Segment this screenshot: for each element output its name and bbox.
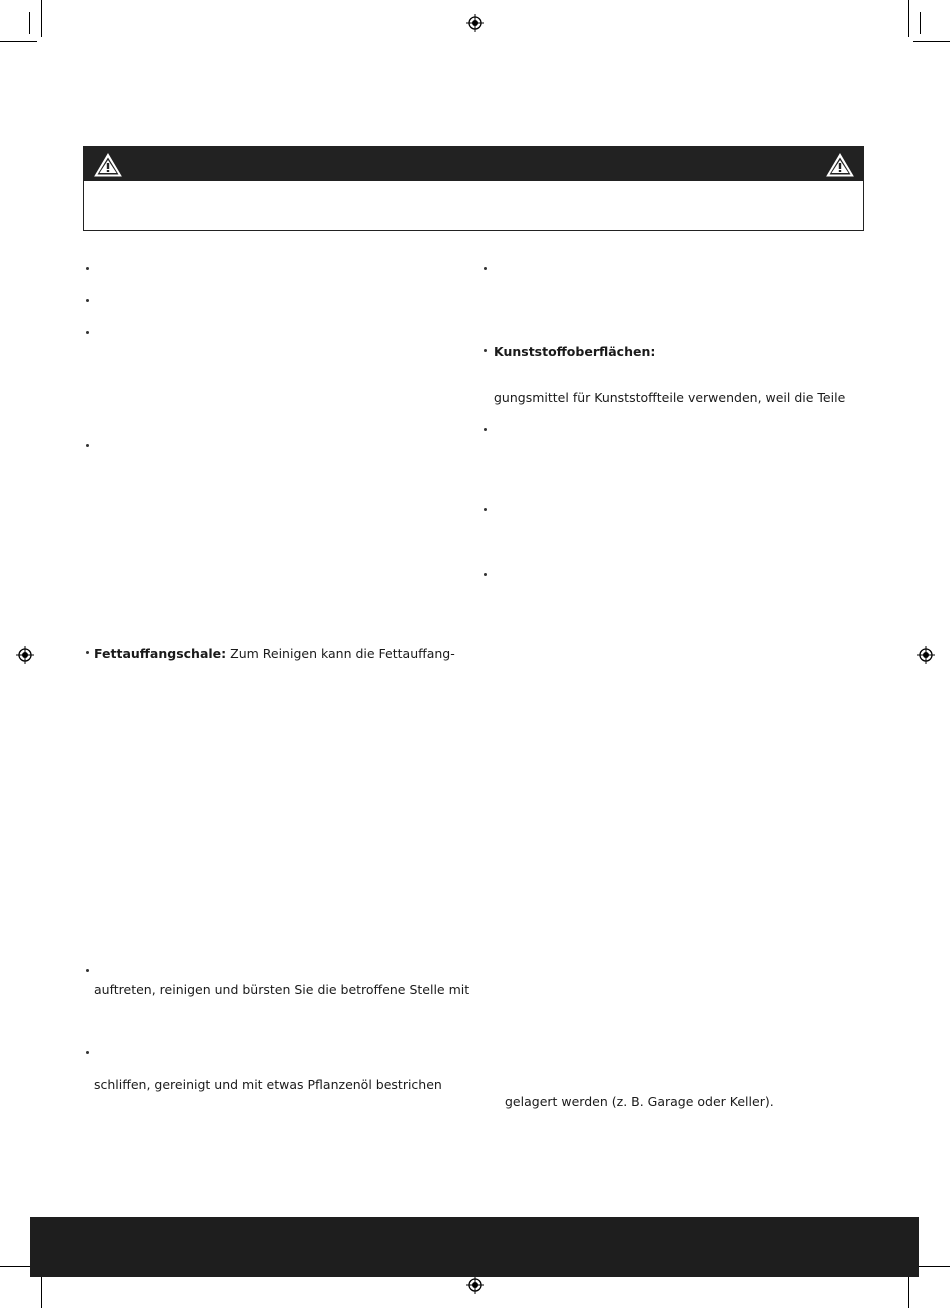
warning-triangle-icon	[93, 152, 123, 178]
registration-mark-icon	[917, 646, 935, 664]
registration-mark-icon	[466, 14, 484, 32]
footer-bar	[30, 1217, 919, 1277]
crop-mark	[41, 0, 42, 37]
warning-triangle-icon	[825, 152, 855, 178]
list-bullet	[85, 650, 91, 656]
fettauffangschale-text: Zum Reinigen kann die Fettauffang-	[226, 646, 455, 661]
list-bullet	[483, 507, 489, 513]
crop-mark	[920, 12, 921, 34]
rust-instruction-line: auftreten, reinigen und bürsten Sie die betroffene Stelle mit	[94, 982, 470, 997]
list-bullet	[85, 443, 91, 449]
registration-mark-icon	[16, 646, 34, 664]
storage-line: gelagert werden (z. B. Garage oder Keller).	[505, 1094, 774, 1109]
list-bullet	[85, 968, 91, 974]
crop-mark	[0, 41, 37, 42]
list-bullet	[483, 348, 489, 354]
fettauffangschale-heading: Fettauffangschale:	[94, 646, 227, 661]
list-bullet	[483, 572, 489, 578]
list-bullet	[85, 1050, 91, 1056]
list-bullet	[85, 298, 91, 304]
kunststoff-line: gungsmittel für Kunststoffteile verwenden, weil die Teile	[494, 390, 846, 405]
crop-mark	[908, 0, 909, 37]
crop-mark	[913, 41, 950, 42]
list-bullet	[85, 330, 91, 336]
warning-box	[83, 146, 864, 231]
list-bullet	[483, 427, 489, 433]
fettauffangschale-paragraph	[94, 646, 455, 662]
registration-mark-icon	[466, 1276, 484, 1294]
warning-header-bar	[84, 147, 863, 181]
list-bullet	[483, 266, 489, 272]
grill-care-line: schliffen, gereinigt und mit etwas Pflanzenöl bestrichen	[94, 1077, 442, 1092]
list-bullet	[85, 266, 91, 272]
crop-mark	[29, 12, 30, 34]
kunststoff-heading: Kunststoffoberflächen:	[494, 344, 656, 359]
